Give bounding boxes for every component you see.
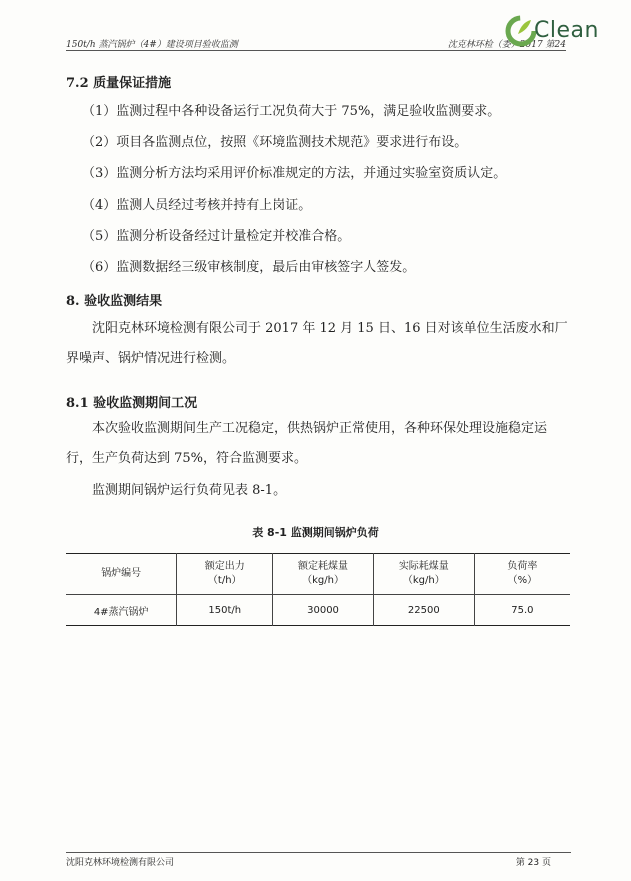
list-item: （4）监测人员经过考核并持有上岗证。 [82, 198, 312, 213]
leaf-icon [504, 14, 538, 48]
section-8-1-table-reference: 监测期间锅炉运行负荷见表 8-1。 [92, 483, 287, 498]
section-8-1-paragraph: 本次验收监测期间生产工况稳定，供热锅炉正常使用，各种环保处理设施稳定运行，生产负荷达到 75%，符合监测要求。 [66, 421, 548, 466]
footer-company: 沈阳克林环境检测有限公司 [66, 858, 175, 868]
page-header [66, 36, 566, 51]
list-item: （2）项目各监测点位，按照《环境监测技术规范》要求进行布设。 [82, 135, 468, 150]
header-project-title: 150t/h 蒸汽锅炉（4#）建设项目验收监测 [66, 40, 238, 50]
table-row [66, 595, 570, 626]
table-header-row [66, 554, 570, 595]
logo-text: Clean [534, 18, 599, 43]
list-item: （6）监测数据经三级审核制度，最后由审核签字人签发。 [82, 260, 416, 275]
table-cell: 22500 [373, 595, 474, 626]
boiler-load-table [66, 553, 570, 626]
list-item: （5）监测分析设备经过计量检定并校准合格。 [82, 229, 351, 244]
clean-logo [504, 14, 614, 50]
section-7-2-title: 7.2 质量保证措施 [66, 76, 172, 91]
list-item: （1）监测过程中各种设备运行工况负荷大于 75%，满足验收监测要求。 [82, 104, 501, 119]
column-header: 负荷率 （%） [474, 554, 570, 595]
section-8-1-title: 8.1 验收监测期间工况 [66, 396, 198, 411]
column-header: 额定耗煤量 （kg/h） [273, 554, 374, 595]
list-item: （3）监测分析方法均采用评价标准规定的方法，并通过实验室资质认定。 [82, 166, 507, 181]
column-header: 锅炉编号 [66, 554, 177, 595]
table-cell: 30000 [273, 595, 374, 626]
table-cell: 4#蒸汽锅炉 [66, 595, 177, 626]
section-8-title: 8. 验收监测结果 [66, 294, 163, 309]
page-number: 第 23 页 [515, 858, 551, 868]
column-header: 额定出力 （t/h） [177, 554, 273, 595]
table-caption: 表 8-1 监测期间锅炉负荷 [252, 526, 379, 539]
column-header: 实际耗煤量 （kg/h） [373, 554, 474, 595]
table-cell: 150t/h [177, 595, 273, 626]
page-footer [66, 852, 571, 867]
section-8-paragraph: 沈阳克林环境检测有限公司于 2017 年 12 月 15 日、16 日对该单位生活废水和厂界噪声、锅炉情况进行检测。 [66, 321, 568, 366]
header-report-number: 沈克林环检（委）2017 第24 [447, 40, 566, 50]
table-cell: 75.0 [474, 595, 570, 626]
